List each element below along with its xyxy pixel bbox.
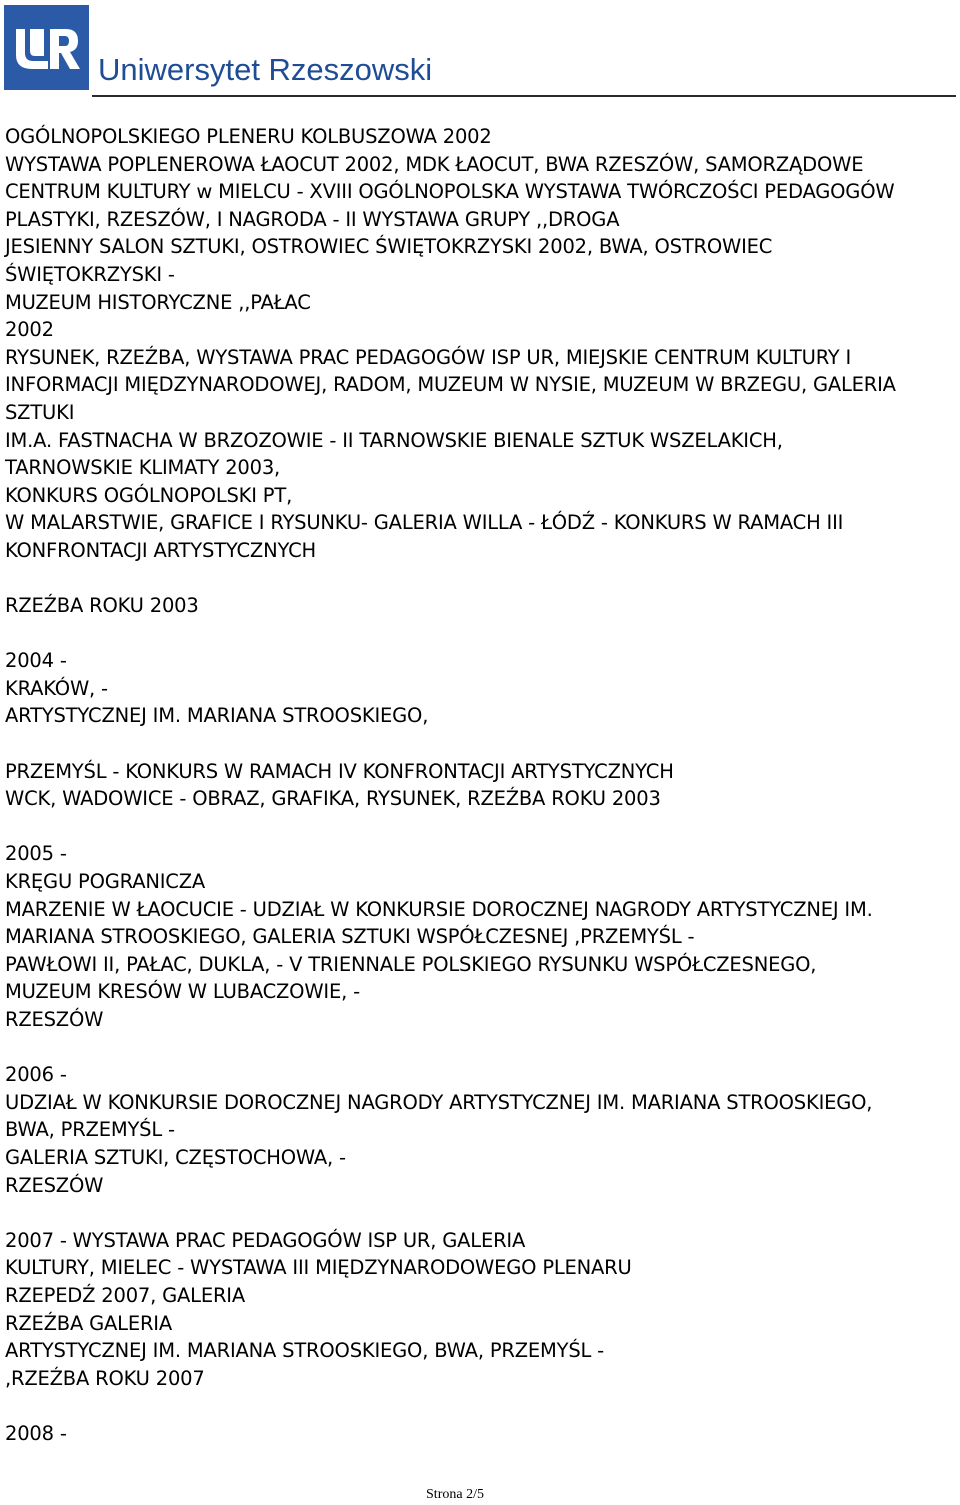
text-line: 2002 <box>5 318 54 342</box>
text-line: TARNOWSKIE KLIMATY 2003, <box>5 456 281 480</box>
text-line: KONKURS OGÓLNOPOLSKI PT, <box>5 483 293 507</box>
header-divider <box>92 95 956 97</box>
document-body <box>5 123 955 1448</box>
text-line: INFORMACJI MIĘDZYNARODOWEJ, RADOM, MUZEUM W NYSIE, MUZEUM W BRZEGU, GALERIA <box>5 373 896 397</box>
text-line: RYSUNEK, RZEŹBA, WYSTAWA PRAC PEDAGOGÓW ISP UR, MIEJSKIE CENTRUM KULTURY I <box>5 345 852 369</box>
text-line: W MALARSTWIE, GRAFICE I RYSUNKU- GALERIA WILLA - ŁÓDŹ - KONKURS W RAMACH III <box>5 511 844 535</box>
text-line: SZTUKI <box>5 400 75 424</box>
text-line: WYSTAWA POPLENEROWA ŁAOCUT 2002, MDK ŁAOCUT, BWA RZESZÓW, SAMORZĄDOWE <box>5 152 864 176</box>
text-line: RZEŹBA GALERIA <box>5 1311 172 1335</box>
text-line: RZEŹBA ROKU 2003 <box>5 594 199 618</box>
blank-line <box>5 1199 955 1227</box>
text-line: ARTYSTYCZNEJ IM. MARIANA STROOSKIEGO, BWA, PRZEMYŚL - <box>5 1339 605 1363</box>
text-line: WCK, WADOWICE - OBRAZ, GRAFIKA, RYSUNEK, RZEŹBA ROKU 2003 <box>5 787 661 811</box>
text-line: RZEPEDŹ 2007, GALERIA <box>5 1283 245 1307</box>
text-line: GALERIA SZTUKI, CZĘSTOCHOWA, - <box>5 1145 346 1169</box>
blank-line <box>5 620 955 648</box>
text-line: PLASTYKI, RZESZÓW, I NAGRODA - II WYSTAWA GRUPY ,,DROGA <box>5 207 620 231</box>
text-line: CENTRUM KULTURY w MIELCU - XVIII OGÓLNOPOLSKA WYSTAWA TWÓRCZOŚCI PEDAGOGÓW <box>5 180 895 204</box>
text-line: 2005 - <box>5 842 67 866</box>
text-line: UDZIAŁ W KONKURSIE DOROCZNEJ NAGRODY ARTYSTYCZNEJ IM. MARIANA STROOSKIEGO, <box>5 1090 873 1114</box>
text-line: BWA, PRZEMYŚL - <box>5 1118 175 1142</box>
text-line: ARTYSTYCZNEJ IM. MARIANA STROOSKIEGO, <box>5 704 429 728</box>
text-line: MARZENIE W ŁAOCUCIE - UDZIAŁ W KONKURSIE DOROCZNEJ NAGRODY ARTYSTYCZNEJ IM. <box>5 897 873 921</box>
blank-line <box>5 565 955 593</box>
blank-line <box>5 730 955 758</box>
blank-line <box>5 813 955 841</box>
text-line: MUZEUM KRESÓW W LUBACZOWIE, - <box>5 980 360 1004</box>
text-line: 2007 - WYSTAWA PRAC PEDAGOGÓW ISP UR, GALERIA <box>5 1228 526 1252</box>
text-line: RZESZÓW <box>5 1008 104 1031</box>
text-line: KULTURY, MIELEC - WYSTAWA III MIĘDZYNARODOWEGO PLENARU <box>5 1256 632 1280</box>
university-title: Uniwersytet Rzeszowski <box>98 52 433 87</box>
blank-line <box>5 1034 955 1062</box>
university-logo <box>4 5 89 90</box>
text-line: ,RZEŹBA ROKU 2007 <box>5 1366 205 1390</box>
page-number: Strona 2/5 <box>426 1487 484 1502</box>
text-line: JESIENNY SALON SZTUKI, OSTROWIEC ŚWIĘTOKRZYSKI 2002, BWA, OSTROWIEC <box>5 235 773 259</box>
text-line: KRAKÓW, - <box>5 676 108 700</box>
text-line: MARIANA STROOSKIEGO, GALERIA SZTUKI WSPÓŁCZESNEJ ,PRZEMYŚL - <box>5 925 695 949</box>
text-line: PRZEMYŚL - KONKURS W RAMACH IV KONFRONTACJI ARTYSTYCZNYCH <box>5 759 674 783</box>
text-line: ŚWIĘTOKRZYSKI - <box>5 262 175 286</box>
text-line: KONFRONTACJI ARTYSTYCZNYCH <box>5 538 316 562</box>
text-line: 2006 - <box>5 1063 67 1087</box>
text-line: RZESZÓW <box>5 1173 104 1197</box>
text-line: 2004 - <box>5 649 67 673</box>
text-line: 2008 - <box>5 1421 67 1445</box>
text-line: IM.A. FASTNACHA W BRZOZOWIE - II TARNOWSKIE BIENALE SZTUK WSZELAKICH, <box>5 428 783 452</box>
blank-line <box>5 1392 955 1420</box>
text-line: OGÓLNOPOLSKIEGO PLENERU KOLBUSZOWA 2002 <box>5 125 492 148</box>
text-line: KRĘGU POGRANICZA <box>5 870 206 894</box>
ur-logo-mark <box>4 5 89 90</box>
text-line: PAWŁOWI II, PAŁAC, DUKLA, - V TRIENNALE POLSKIEGO RYSUNKU WSPÓŁCZESNEGO, <box>5 952 817 976</box>
text-line: MUZEUM HISTORYCZNE ,,PAŁAC <box>5 290 311 314</box>
page-header <box>0 0 960 100</box>
